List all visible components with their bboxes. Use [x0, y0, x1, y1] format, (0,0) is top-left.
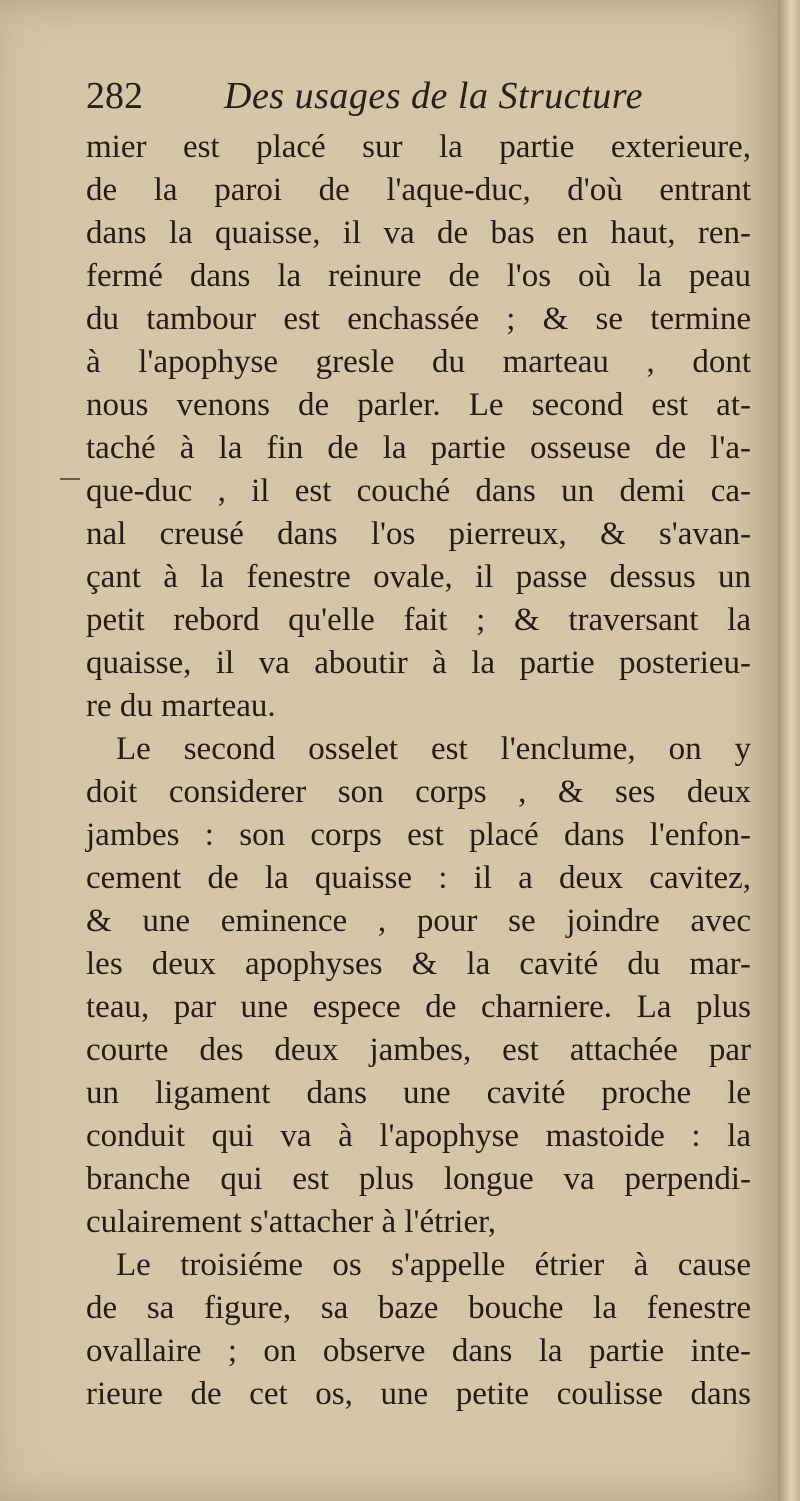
- text-line: jambes : son corps est placé dans l'enfon-: [86, 817, 751, 853]
- text-line: çant à la fenestre ovale, il passe dessus un: [86, 559, 751, 595]
- page-edge: [778, 0, 800, 1501]
- text-line: les deux apophyses & la cavité du mar-: [86, 946, 751, 982]
- page-number: 282: [86, 75, 143, 117]
- text-line: culairement s'attacher à l'étrier,: [86, 1204, 497, 1240]
- text-line: re du marteau.: [86, 688, 276, 724]
- text-line: Le second osselet est l'enclume, on y: [116, 731, 751, 767]
- text-line: petit rebord qu'elle fait ; & traversant la: [86, 602, 751, 638]
- text-line: de la paroi de l'aque-duc, d'où entrant: [86, 172, 751, 208]
- text-line: courte des deux jambes, est attachée par: [86, 1032, 751, 1068]
- text-line: rieure de cet os, une petite coulisse dans: [86, 1376, 751, 1412]
- text-line: à l'apophyse gresle du marteau , dont: [86, 344, 751, 380]
- text-line: que-duc , il est couché dans un demi ca-: [86, 473, 751, 509]
- text-line: cement de la quaisse : il a deux cavitez,: [86, 860, 751, 896]
- text-line: dans la quaisse, il va de bas en haut, ren-: [86, 215, 751, 251]
- text-line: fermé dans la reinure de l'os où la peau: [86, 258, 751, 294]
- text-line: teau, par une espece de charniere. La plus: [86, 989, 751, 1025]
- text-line: de sa figure, sa baze bouche la fenestre: [86, 1290, 751, 1326]
- text-line: nal creusé dans l'os pierreux, & s'avan-: [86, 516, 751, 552]
- margin-mark: [60, 478, 80, 480]
- text-line: Le troisiéme os s'appelle étrier à cause: [116, 1247, 751, 1283]
- text-line: conduit qui va à l'apophyse mastoide : la: [86, 1118, 751, 1154]
- text-line: nous venons de parler. Le second est at-: [86, 387, 751, 423]
- text-line: branche qui est plus longue va perpendi-: [86, 1161, 751, 1197]
- running-title: Des usages de la Structure: [224, 75, 643, 117]
- body-text: [86, 126, 751, 1416]
- text-line: taché à la fin de la partie osseuse de l'a-: [86, 430, 751, 466]
- text-line: & une eminence , pour se joindre avec: [86, 903, 751, 939]
- text-line: un ligament dans une cavité proche le: [86, 1075, 751, 1111]
- page-header: [86, 70, 706, 126]
- text-line: ovallaire ; on observe dans la partie inte-: [86, 1333, 751, 1369]
- text-line: mier est placé sur la partie exterieure,: [86, 129, 751, 165]
- text-line: doit considerer son corps , & ses deux: [86, 774, 751, 810]
- text-line: du tambour est enchassée ; & se termine: [86, 301, 751, 337]
- text-line: quaisse, il va aboutir à la partie posterieu-: [86, 645, 751, 681]
